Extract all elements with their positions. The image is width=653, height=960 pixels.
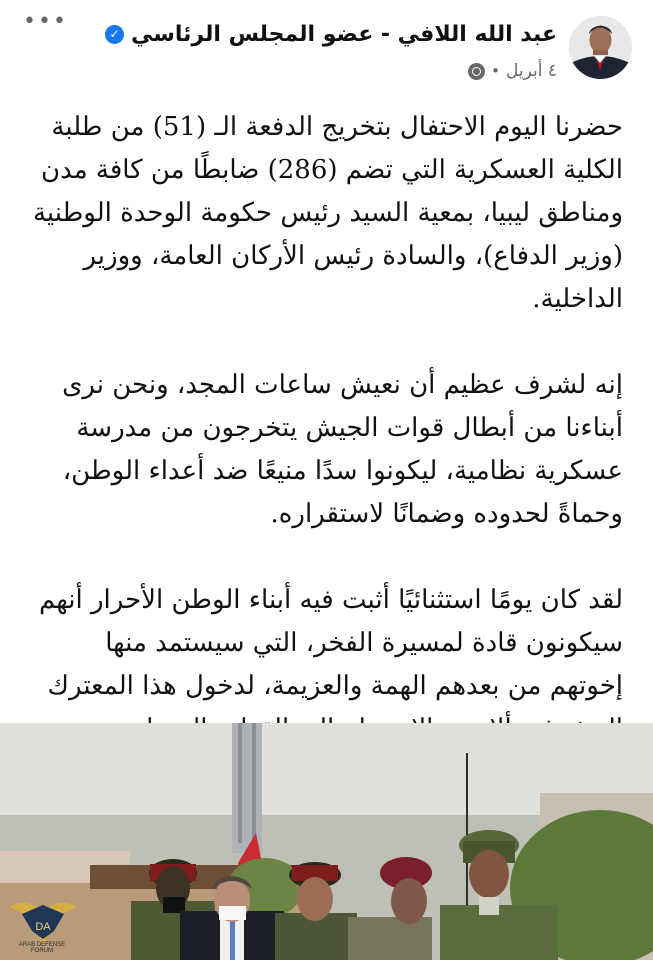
globe-icon[interactable] [468,63,485,80]
paragraph-2: إنه لشرف عظيم أن نعيش ساعات المجد، ونحن نرى أبناءنا من أبطال قوات الجيش يتخرجون من مدرسة عسكرية نظامية، ليكونوا سدًا منيعًا ضد أعداء الوطن، وحماةً لحدوده وضمانًا لاستقراره. [62,370,623,529]
paragraph-3: لقد كان يومًا استثنائيًا أثبت فيه أبناء الوطن الأحرار أنهم سيكونون قادة لمسيرة الفخر، التي سيستمد منها إخوتهم من بعدهم الهمة والعزيمة، لدخول هذا المعترك [38,585,623,701]
post-date[interactable]: ٤ أبريل [506,61,557,81]
photo-image [0,723,653,960]
post-photo[interactable] [0,723,653,960]
forum-logo-label: ARAB DEFENSE FORUM [18,942,66,954]
more-options-icon[interactable]: ••• [23,9,68,34]
paragraph-1: حضرنا اليوم الاحتفال بتخريج الدفعة الـ (51) من طلبة الكلية العسكرية التي تضم (286) ضابطًا من كافة مدن ومناطق ليبيا، بمعية السيد رئيس حكومة الوحدة الوطنية (وزير الدفاع)، والسادة رئيس الأركان العامة، ووزير الداخلية. [32,112,623,314]
verified-badge-icon: ✓ [105,25,124,44]
avatar-image [569,16,632,79]
post-header [0,0,653,98]
separator-dot: • [491,62,500,80]
author-name[interactable]: عبد الله اللافي - عضو المجلس الرئاسي [131,22,557,47]
author-avatar[interactable] [569,16,632,79]
eagle-logo-icon [4,887,82,947]
author-row [105,22,557,47]
svg-text:DA: DA [35,921,51,933]
post-meta [468,61,557,81]
